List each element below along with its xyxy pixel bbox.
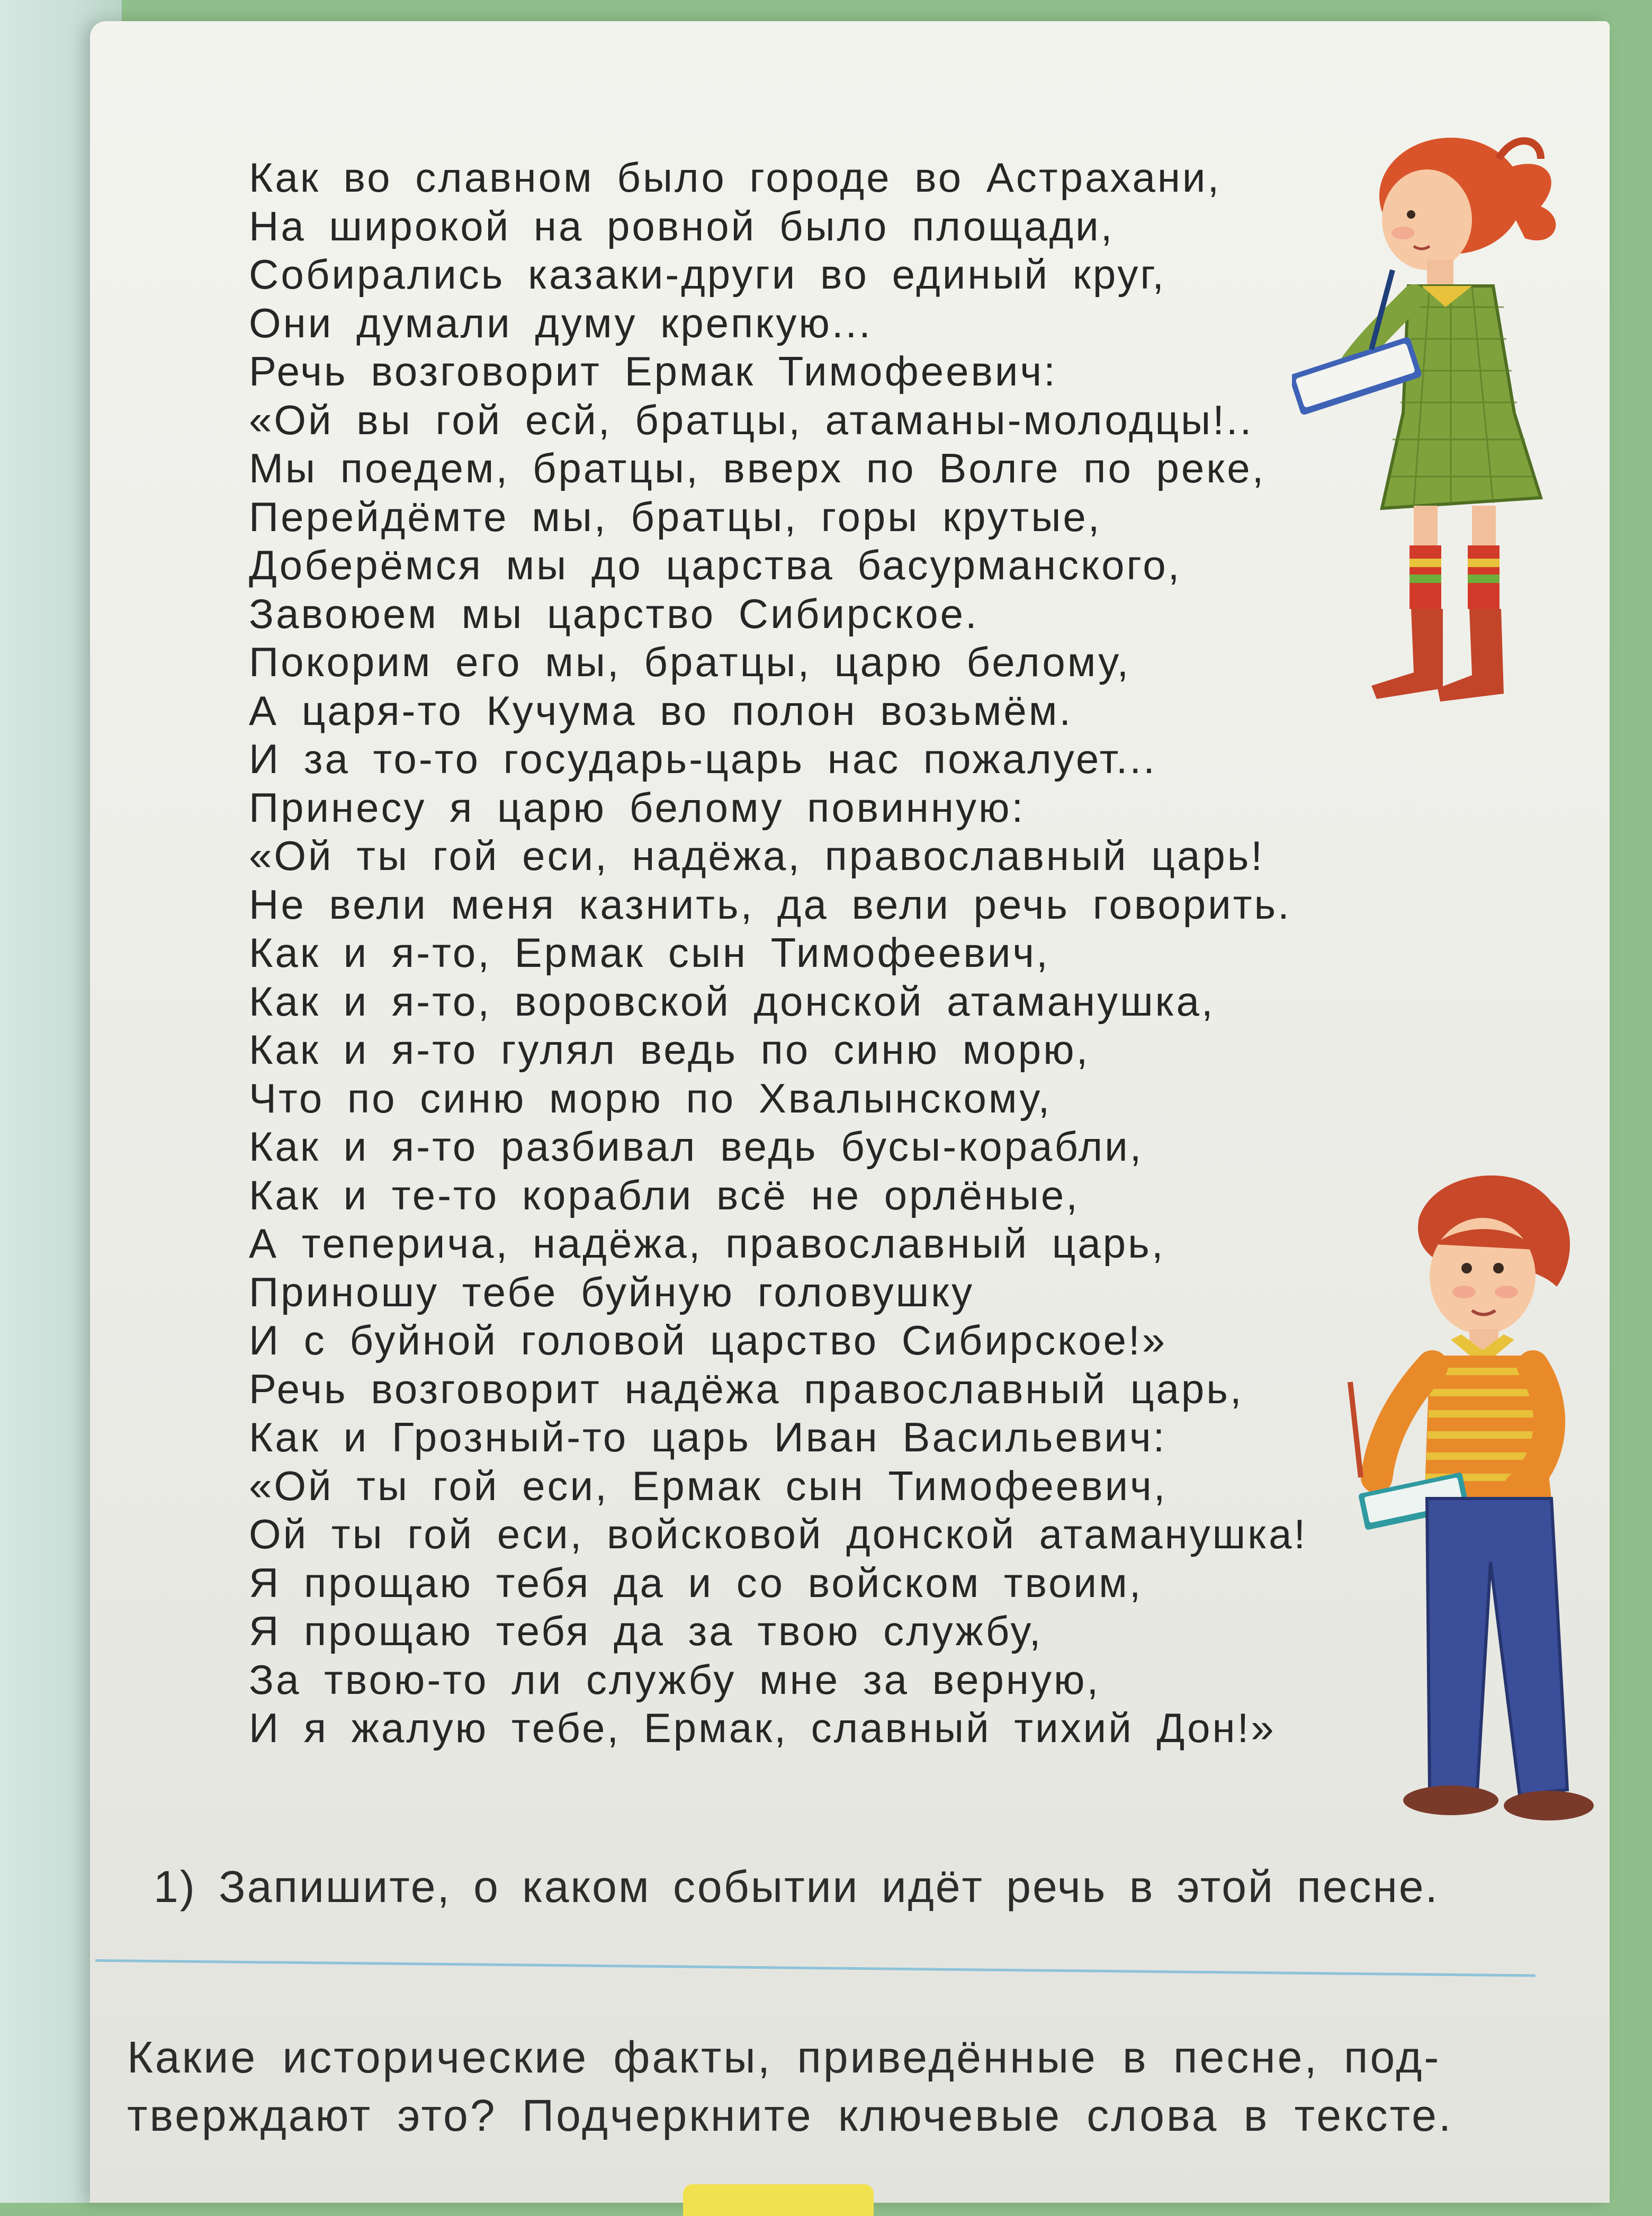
poem-line: Собирались казаки-други во единый круг, [249,251,1166,298]
question-2-line: Какие исторические факты, приведённые в песне, под- [127,2032,1441,2082]
poem-line: Приношу тебе буйную головушку [249,1268,975,1315]
song-text [249,154,1440,1753]
poem-line: На широкой на ровной было площади, [249,202,1115,249]
poem-line: А теперича, надёжа, православный царь, [249,1220,1165,1267]
poem-line: Как и те-то корабли всё не орлёные, [249,1171,1080,1218]
poem-line: И я жалую тебе, Ермак, славный тихий Дон!» [249,1704,1276,1751]
poem-line: Как и я-то, воровской донской атаманушка, [249,977,1215,1025]
boy-illustration [1345,1160,1652,1837]
poem-line: И с буйной головой царство Сибирское!» [249,1317,1168,1363]
poem-line: Что по синю морю по Хвалынскому, [249,1074,1052,1122]
poem-line: Доберёмся мы до царства басурманского, [249,542,1182,588]
question-2-line: тверждают это? Подчеркните ключевые слова в тексте. [127,2091,1453,2140]
poem-line: Как во славном было городе во Астрахани, [249,154,1222,201]
poem-line: Завоюем мы царство Сибирское. [249,590,979,637]
poem-line: За твою-то ли службу мне за верную, [249,1656,1101,1703]
poem-line: И за то-то государь-царь нас пожалует... [249,735,1157,782]
textbook-page [90,21,1610,2203]
poem-line: «Ой ты гой еси, Ермак сын Тимофеевич, [249,1462,1168,1509]
girl-illustration [1292,127,1652,736]
poem-line: Не вели меня казнить, да вели речь говорить. [249,881,1291,928]
poem-line: Речь возговорит Ермак Тимофеевич: [249,348,1057,394]
poem-line: Они думали думу крепкую... [249,299,873,346]
poem-line: Покорим его мы, братцы, царю белому, [249,639,1131,685]
poem-line: Как и я-то гулял ведь по синю морю, [249,1026,1090,1073]
poem-line: Принесу я царю белому повинную: [249,784,1026,831]
question-1: 1) Запишите, о каком событии идёт речь в этой песне. [154,1862,1439,1912]
yellow-bookmark-tab [683,2184,874,2216]
poem-line: «Ой вы гой есй, братцы, атаманы-молодцы!.. [249,396,1254,443]
answer-line[interactable] [95,1959,1536,1977]
poem-line: Я прощаю тебя да за твою службу, [249,1608,1043,1654]
poem-line: Я прощаю тебя да и со войском твоим, [249,1559,1143,1606]
poem-line: «Ой ты гой еси, надёжа, православный царь! [249,832,1265,879]
poem-line: Как и я-то, Ермак сын Тимофеевич, [249,929,1050,976]
poem-line: Как и Грозный-то царь Иван Васильевич: [249,1414,1167,1460]
question-2 [127,2028,1583,2145]
poem-line: Перейдёмте мы, братцы, горы крутые, [249,493,1102,540]
poem-line: Ой ты гой еси, войсковой донской атаманушка! [249,1511,1308,1557]
poem-line: Речь возговорит надёжа православный царь, [249,1365,1244,1412]
poem-line: А царя-то Кучума во полон возьмём. [249,687,1073,734]
poem-line: Мы поедем, братцы, вверх по Волге по реке, [249,445,1266,491]
poem-line: Как и я-то разбивал ведь бусы-корабли, [249,1123,1144,1170]
